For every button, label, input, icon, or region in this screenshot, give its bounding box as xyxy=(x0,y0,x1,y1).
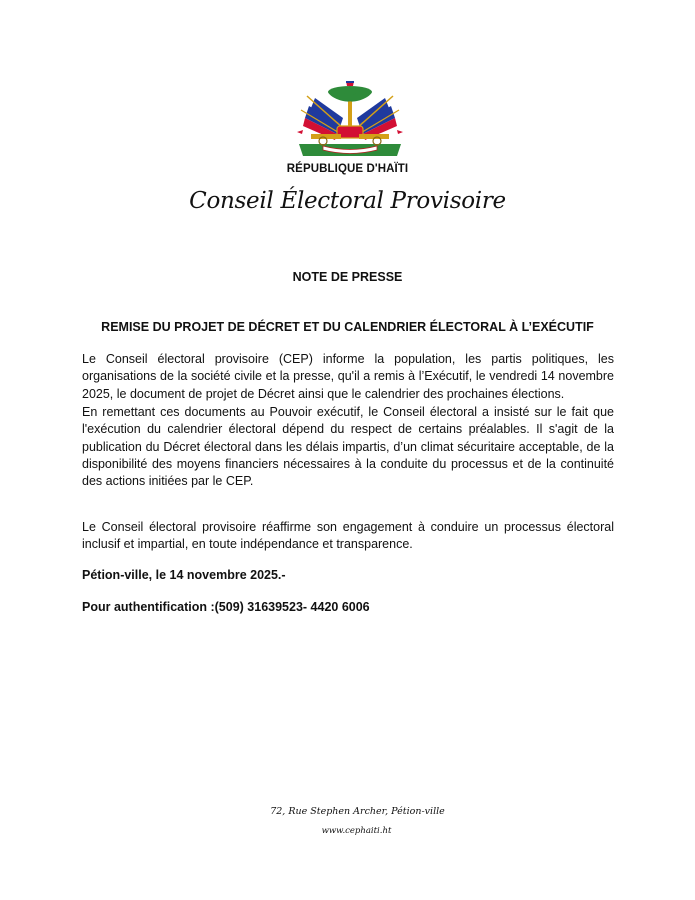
institution-name: Conseil Électoral Provisoire xyxy=(189,188,506,214)
document-type-title: NOTE DE PRESSE xyxy=(292,270,403,284)
haiti-coat-of-arms-icon xyxy=(293,78,407,160)
body-paragraph: Le Conseil électoral provisoire réaffirme son engagement à conduire un processus électoral inclusif et impartial, en toute indépendance et transparence. xyxy=(82,520,614,552)
press-release-headline: REMISE DU PROJET DE DÉCRET ET DU CALENDRIER ÉLECTORAL À L’EXÉCUTIF xyxy=(101,320,594,334)
republic-name: RÉPUBLIQUE D'HAÏTI xyxy=(286,163,409,175)
footer-website: www.cephaiti.ht xyxy=(321,826,392,836)
body-paragraph: En remettant ces documents au Pouvoir exécutif, le Conseil électoral a insisté sur le fait que l'exécution du calendrier électoral dépend du respect de certains préalables. Il s'agit de la publication du Décret électoral dans les délais impartis, d’un climat sécuritaire acceptable, de la disponibilité des moyens financiers nécessaires à la conduite du processus et de la continuité des actions initiées par le CEP. xyxy=(82,405,614,489)
footer-address: 72, Rue Stephen Archer, Pétion-ville xyxy=(270,806,445,817)
dateline: Pétion-ville, le 14 novembre 2025.- xyxy=(82,568,286,582)
body-paragraph: Le Conseil électoral provisoire (CEP) informe la population, les partis politiques, les organisations de la société civile et la presse, qu'il a remis à l’Exécutif, le vendredi 14 novembre 2025, le document de projet de Décret ainsi que le calendrier des prochaines élections. xyxy=(82,352,614,401)
authentication-contact: Pour authentification :(509) 31639523- 4420 6006 xyxy=(82,600,370,614)
